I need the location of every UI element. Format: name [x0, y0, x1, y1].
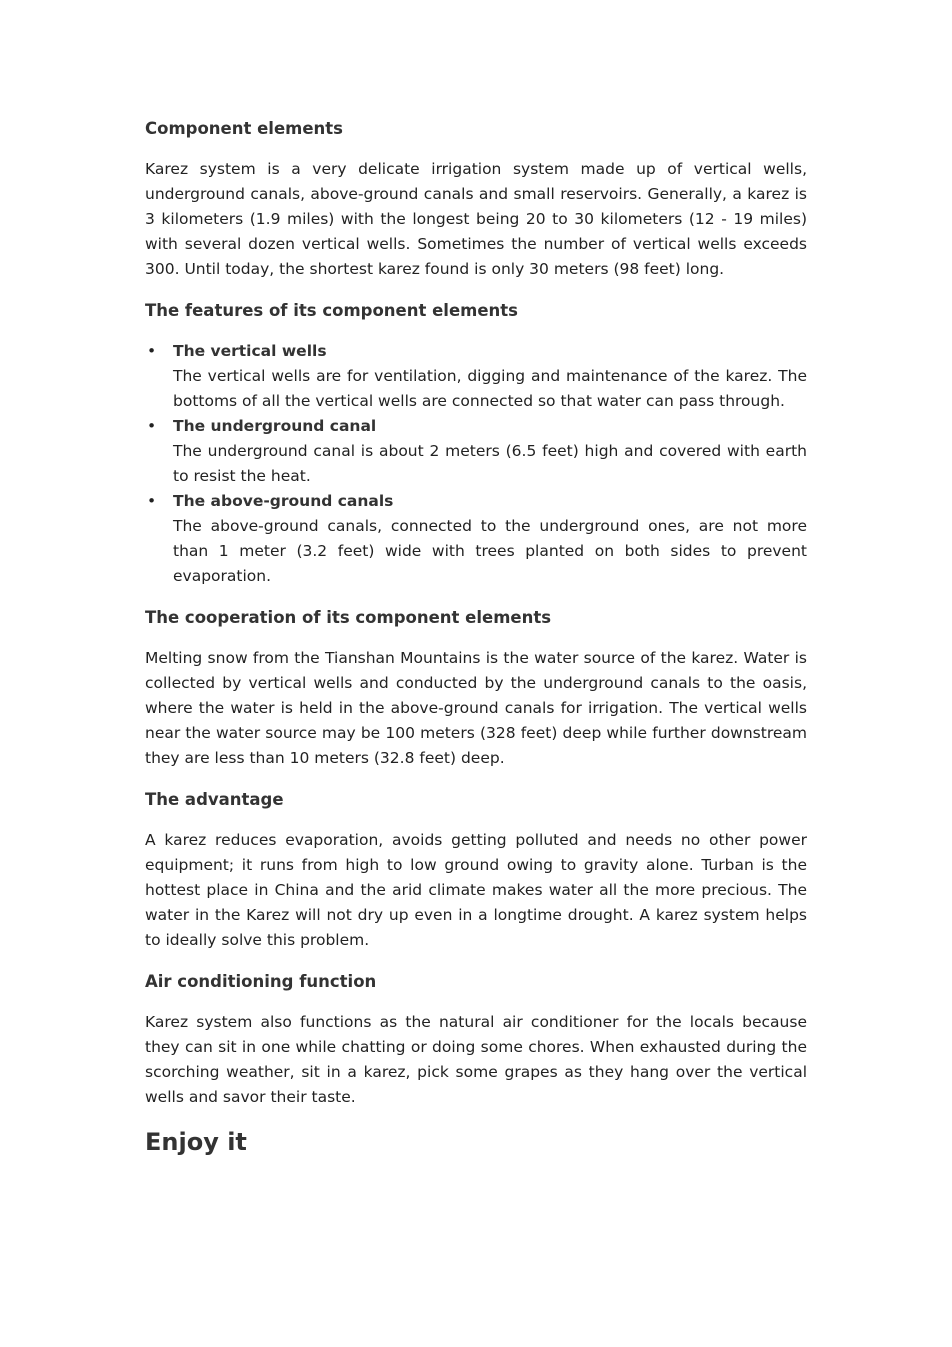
bullet-title-row: [145, 414, 807, 439]
list-item: [147, 489, 807, 589]
heading-features: The features of its component elements: [145, 301, 518, 320]
bullet-title-row: [145, 489, 807, 514]
bullet-title: The underground canal: [173, 417, 377, 435]
heading-cooperation: The cooperation of its component elements: [145, 608, 552, 627]
bullet-description: The above-ground canals, connected to the underground ones, are not more than 1 meter (3.2 feet) wide with trees planted on both sides to prevent evaporation.: [173, 517, 807, 585]
heading-advantage: The advantage: [145, 790, 284, 809]
bullet-title-row: [145, 339, 807, 364]
features-list: [145, 339, 807, 589]
heading-enjoy-it: Enjoy it: [145, 1128, 247, 1156]
paragraph-air-conditioning: Karez system also functions as the natural air conditioner for the locals because they can sit in one while chatting or doing some chores. When exhausted during the scorching weather, sit in a karez, pick some grapes as they hang over the vertical wells and savor their taste.: [145, 1013, 807, 1106]
bullet-icon: •: [147, 342, 157, 360]
heading-air-conditioning: Air conditioning function: [145, 972, 377, 991]
bullet-description: The vertical wells are for ventilation, digging and maintenance of the karez. The bottoms of all the vertical wells are connected so that water can pass through.: [173, 367, 807, 410]
paragraph-cooperation: Melting snow from the Tianshan Mountains is the water source of the karez. Water is collected by vertical wells and conducted by the underground canals to the oasis, where the water is held in the above-ground canals for irrigation. The vertical wells near the water source may be 100 meters (328 feet) deep while further downstream they are less than 10 meters (32.8 feet) deep.: [145, 649, 807, 767]
heading-component-elements: Component elements: [145, 119, 343, 138]
bullet-title: The above-ground canals: [173, 492, 394, 510]
bullet-icon: •: [147, 492, 157, 510]
bullet-title: The vertical wells: [173, 342, 327, 360]
bullet-description: The underground canal is about 2 meters (6.5 feet) high and covered with earth to resist the heat.: [173, 442, 807, 485]
list-item: [147, 414, 807, 489]
list-item: [147, 339, 807, 414]
bullet-icon: •: [147, 417, 157, 435]
paragraph-advantage: A karez reduces evaporation, avoids getting polluted and needs no other power equipment; it runs from high to low ground owing to gravity alone. Turban is the hottest place in China and the arid climate makes water all the more precious. The water in the Karez will not dry up even in a longtime drought. A karez system helps to ideally solve this problem.: [145, 831, 807, 949]
document-page: [145, 116, 807, 1158]
paragraph-component-elements: Karez system is a very delicate irrigation system made up of vertical wells, underground canals, above-ground canals and small reservoirs. Generally, a karez is 3 kilometers (1.9 miles) with the longest being 20 to 30 kilometers (12 - 19 miles) with several dozen vertical wells. Sometimes the number of vertical wells exceeds 300. Until today, the shortest karez found is only 30 meters (98 feet) long.: [145, 160, 807, 278]
